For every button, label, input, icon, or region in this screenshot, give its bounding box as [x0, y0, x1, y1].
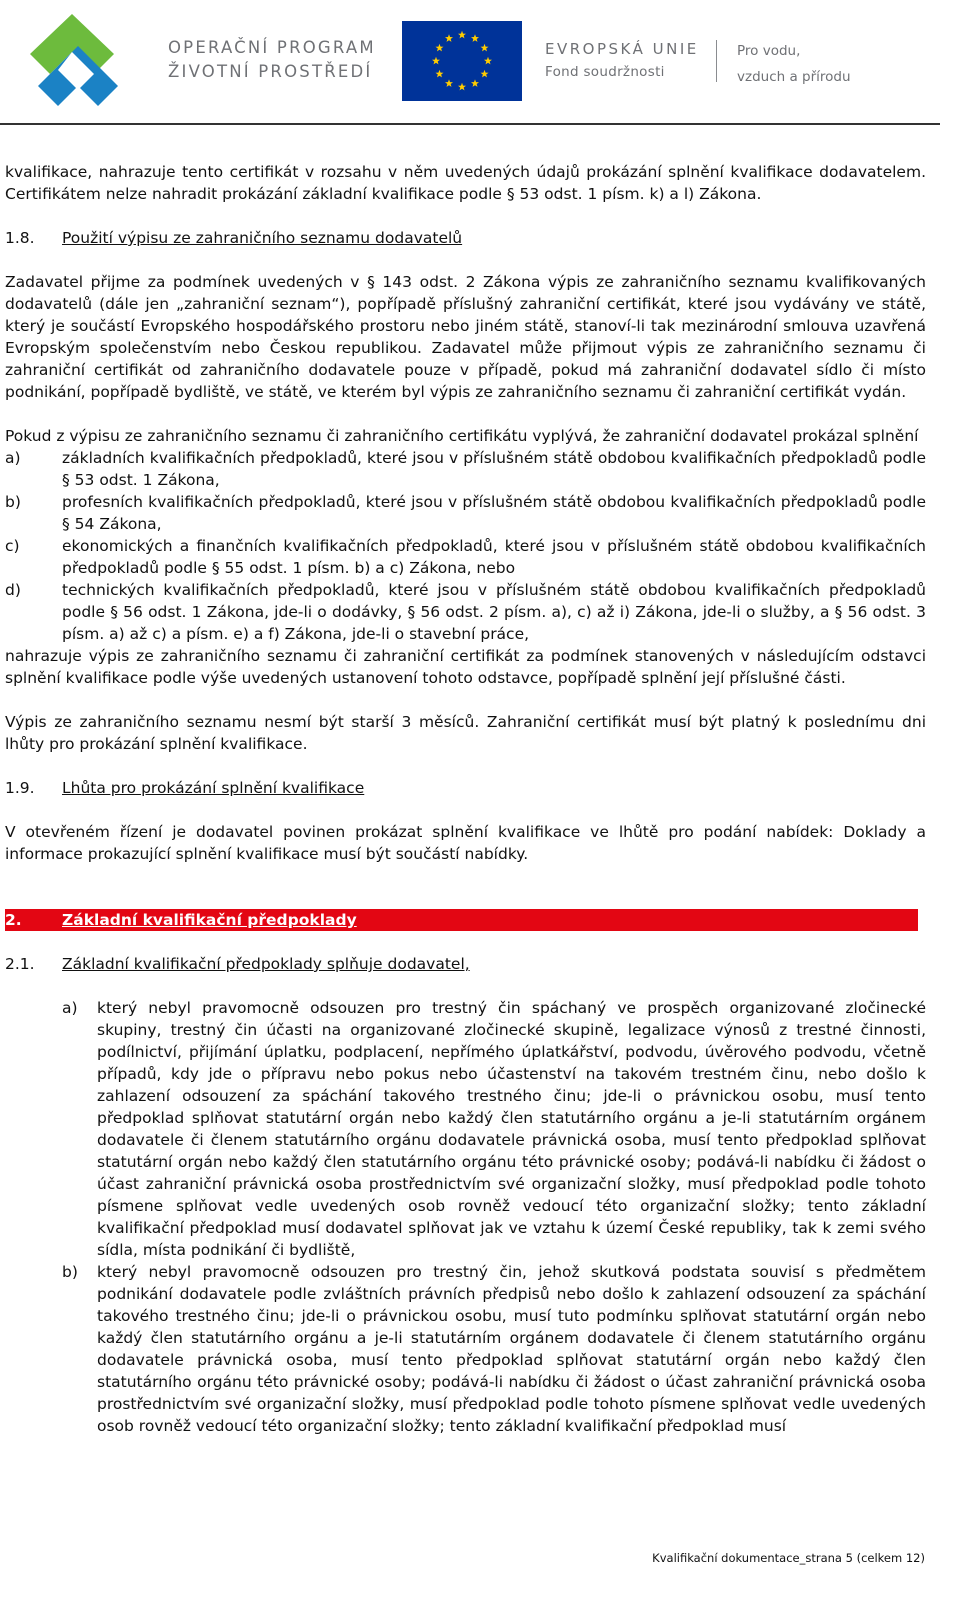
- list-marker: c): [5, 537, 20, 555]
- section-title: Použití výpisu ze zahraničního seznamu dodavatelů: [62, 229, 463, 247]
- section-title: Základní kvalifikační předpoklady splňuje dodavatel,: [62, 955, 470, 973]
- operacni-program-logo-icon: [22, 10, 150, 110]
- chapter-number: 2.: [5, 911, 22, 929]
- eu-line-2: Fond soudržnosti: [545, 64, 665, 80]
- chapter-title: Základní kvalifikační předpoklady: [62, 911, 357, 929]
- slogan-line-2: vzduch a přírodu: [737, 69, 851, 85]
- op-line-1: OPERAČNÍ PROGRAM: [168, 38, 376, 57]
- eu-line-1: EVROPSKÁ UNIE: [545, 40, 699, 58]
- section-title: Lhůta pro prokázání splnění kvalifikace: [62, 779, 365, 797]
- section-number: 1.9.: [5, 779, 35, 797]
- section-1-9-heading: [5, 777, 926, 799]
- header-rule: [0, 123, 940, 125]
- list-marker: d): [5, 581, 21, 599]
- list-item: [5, 535, 926, 579]
- header-separator: [716, 40, 717, 82]
- section-number: 2.1.: [5, 955, 35, 973]
- list-item: [5, 491, 926, 535]
- list-text: který nebyl pravomocně odsouzen pro trestný čin spáchaný ve prospěch organizované zločinecké skupiny, trestný čin účasti na organizované zločinecké skupině, legalizace výnosů z trestné činnosti, podílnictví, přijímání úplatku, podplacení, nepřímého úplatkářství, podvodu, úvěrového podvodu, včetně případů, kdy jde o přípravu nebo pokus nebo účastenství na takovém trestném činu, nebo došlo k zahlazení odsouzení za spáchání takového trestného činu; jde-li o právnickou osobu, musí tento předpoklad splňovat statutární orgán nebo každý člen statutárního orgánu a je-li statutárním orgánem dodavatele či členem statutárního orgánu dodavatele právnická osoba, musí tento předpoklad splňovat statutární orgán nebo každý člen statutárního orgánu této právnické osoby; podává-li nabídku či žádost o účast zahraniční právnická osoba prostřednictvím své organizační složky, musí předpoklad podle tohoto písmene splňovat vedle uvedených osob rovněž vedoucí této organizační složky; tento základní kvalifikační předpoklad musí dodavatel splňovat jak ve vztahu k území České republiky, tak k zemi svého sídla, místa podnikání či bydliště,: [97, 999, 926, 1259]
- list-item: [62, 1261, 926, 1437]
- document-body: [5, 161, 926, 1437]
- op-line-2: ŽIVOTNÍ PROSTŘEDÍ: [168, 62, 373, 81]
- list-marker: b): [62, 1263, 78, 1281]
- list-item: [62, 997, 926, 1261]
- paragraph: V otevřeném řízení je dodavatel povinen prokázat splnění kvalifikace ve lhůtě pro podání nabídek: Doklady a informace prokazující splnění kvalifikace musí být součástí nabídky.: [5, 823, 926, 863]
- section-number: 1.8.: [5, 229, 35, 247]
- list-item: [5, 447, 926, 491]
- eu-text: [545, 38, 699, 84]
- list-text: technických kvalifikačních předpokladů, které jsou v příslušném státě obdobou kvalifikačních předpokladů podle § 56 odst. 1 Zákona, jde-li o dodávky, § 56 odst. 2 písm. a), c) až i) Zákona, jde-li o služby, a § 56 odst. 3 písm. a) až c) a písm. e) a f) Zákona, jde-li o stavební práce,: [62, 581, 926, 643]
- page-header: [0, 0, 960, 126]
- list-text: ekonomických a finančních kvalifikačních předpokladů, které jsou v příslušném státě obdobou kvalifikačních předpokladů podle § 55 odst. 1 písm. b) a c) Zákona, nebo: [62, 537, 926, 577]
- list-item: [5, 579, 926, 645]
- paragraph: Pokud z výpisu ze zahraničního seznamu či zahraničního certifikátu vyplývá, že zahraniční dodavatel prokázal splnění: [5, 427, 919, 445]
- paragraph: Výpis ze zahraničního seznamu nesmí být starší 3 měsíců. Zahraniční certifikát musí být platný k poslednímu dni lhůty pro prokázání splnění kvalifikace.: [5, 713, 926, 753]
- slogan-line-1: Pro vodu,: [737, 43, 801, 59]
- page-footer: Kvalifikační dokumentace_strana 5 (celkem 12): [652, 1551, 925, 1565]
- list-marker: a): [5, 449, 21, 467]
- section-2-1-heading: [5, 953, 926, 975]
- basic-requirements-list: [62, 997, 926, 1437]
- operacni-program-text: [168, 36, 376, 84]
- continued-paragraph: kvalifikace, nahrazuje tento certifikát v rozsahu v něm uvedených údajů prokázání splnění kvalifikace dodavatelem. Certifikátem nelze nahradit prokázání základní kvalifikace podle § 53 odst. 1 písm. k) a l) Zákona.: [5, 163, 926, 203]
- list-text: který nebyl pravomocně odsouzen pro trestný čin, jehož skutková podstata souvisí s předmětem podnikání dodavatele podle zvláštních právních předpisů nebo došlo k zahlazení odsouzení za spáchání takového trestného činu; jde-li o právnickou osobu, musí tuto podmínku splňovat statutární orgán nebo každý člen statutárního orgánu a je-li statutárním orgánem dodavatele či členem statutárního orgánu dodavatele právnická osoba, musí tento předpoklad splňovat statutární orgán nebo každý člen statutárního orgánu této právnické osoby; podává-li nabídku či žádost o účast zahraniční právnická osoba prostřednictvím své organizační složky, musí předpoklad podle tohoto písmene splňovat vedle uvedených osob rovněž vedoucí této organizační složky; tento základní kvalifikační předpoklad musí: [97, 1263, 926, 1435]
- chapter-2-heading-bar: [5, 909, 918, 931]
- list-marker: a): [62, 999, 78, 1017]
- paragraph: nahrazuje výpis ze zahraničního seznamu či zahraniční certifikát za podmínek stanovených v následujícím odstavci splnění kvalifikace podle výše uvedených ustanovení tohoto odstavce, popřípadě splnění její příslušné části.: [5, 647, 926, 687]
- list-text: profesních kvalifikačních předpokladů, které jsou v příslušném státě obdobou kvalifikačních předpokladů podle § 54 Zákona,: [62, 493, 926, 533]
- list-marker: b): [5, 493, 21, 511]
- slogan: [737, 38, 851, 90]
- paragraph: Zadavatel přijme za podmínek uvedených v § 143 odst. 2 Zákona výpis ze zahraničního seznamu kvalifikovaných dodavatelů (dále jen „zahraniční seznam“), popřípadě příslušný zahraniční certifikát, které jsou vydávány ve státě, který je součástí Evropského hospodářského prostoru nebo jiném státě, stanoví-li tak mezinárodní smlouva uzavřená Evropským společenstvím nebo Českou republikou. Zadavatel může přijmout výpis ze zahraničního seznamu či zahraniční certifikát od zahraničního dodavatele pouze v případě, pokud má zahraniční dodavatel sídlo či místo podnikání, popřípadě bydliště, ve státě, ve kterém byl výpis ze zahraničního seznamu či zahraniční certifikát vydán.: [5, 273, 926, 401]
- qualification-list: [5, 447, 926, 645]
- eu-flag-icon: [402, 21, 522, 101]
- section-1-8-heading: [5, 227, 926, 249]
- list-text: základních kvalifikačních předpokladů, které jsou v příslušném státě obdobou kvalifikačních předpokladů podle § 53 odst. 1 Zákona,: [62, 449, 926, 489]
